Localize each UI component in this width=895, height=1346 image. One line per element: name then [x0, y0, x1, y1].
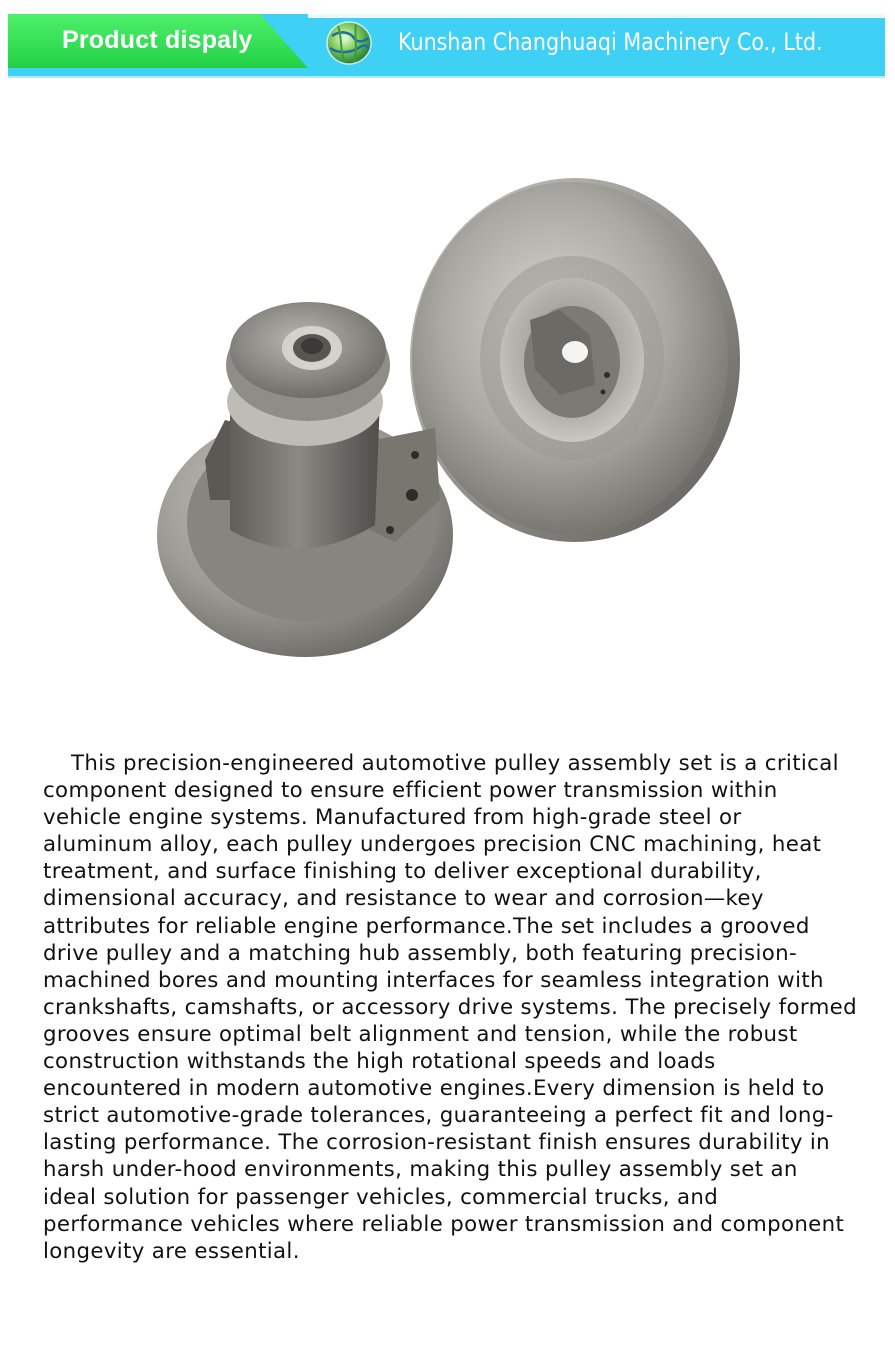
globe-logo-icon: [324, 20, 374, 66]
company-name: Kunshan Changhuaqi Machinery Co., Ltd.: [398, 28, 823, 56]
section-title: Product dispaly: [62, 26, 253, 54]
header-banner: [8, 14, 885, 76]
product-description: This precision-engineered automotive pulley assembly set is a critical component designed to ensure efficient power transmission within vehicle engine systems. Manufactured from high-grade steel or aluminum alloy, each pulley undergoes precision CNC machining, heat treatment, and surface finishing to deliver exceptional durability, dimensional accuracy, and resistance to wear and corrosion—key attributes for reliable engine performance.The set includes a grooved drive pulley and a matching hub assembly, both featuring precision-machined bores and mounting interfaces for seamless integration with crankshafts, camshafts, or accessory drive systems. The precisely formed grooves ensure optimal belt alignment and tension, while the robust construction withstands the high rotational speeds and loads encountered in modern automotive engines.Every dimension is held to strict automotive-grade tolerances, guaranteeing a perfect fit and long-lasting performance. The corrosion-resistant finish ensures durability in harsh under-hood environments, making this pulley assembly set an ideal solution for passenger vehicles, commercial trucks, and performance vehicles where reliable power transmission and component longevity are essential.: [43, 751, 858, 1264]
hub-assembly: [157, 302, 453, 657]
banner-highlight-strip: [308, 14, 885, 18]
product-image: [150, 170, 750, 670]
grooved-drive-pulley: [410, 178, 740, 542]
